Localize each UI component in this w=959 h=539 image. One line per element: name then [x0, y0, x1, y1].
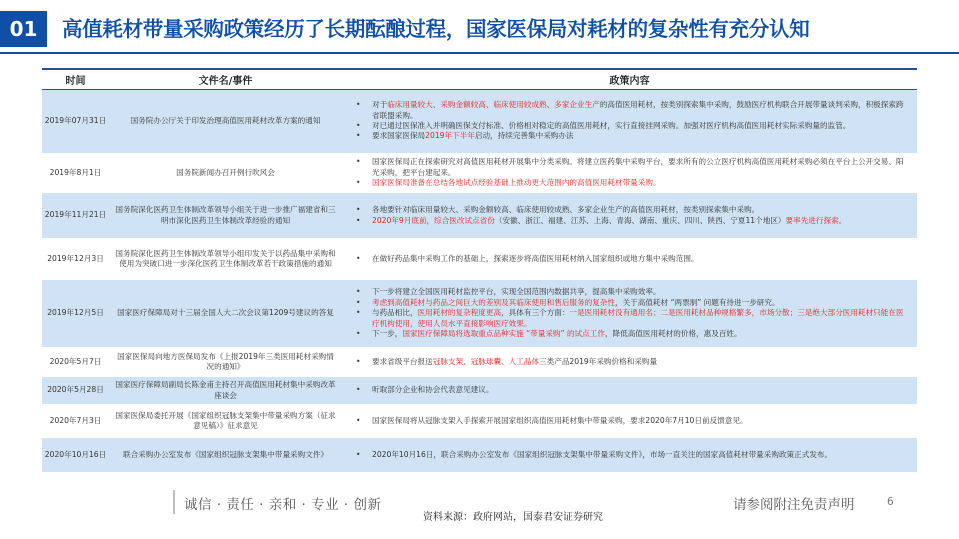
row-time: 2019年07月31日 — [42, 89, 109, 153]
highlighted-text: 要率先进行探索。 — [785, 215, 847, 225]
row-time: 2019年8月1日 — [42, 153, 109, 193]
row-document: 国家医保局向地方医保局发布《上报2019年三类医用耗材采购情况的通知》 — [109, 347, 342, 377]
row-time: 2020年5月28日 — [42, 377, 109, 404]
row-policy — [342, 153, 917, 193]
policy-list — [356, 254, 911, 264]
policy-table — [42, 68, 917, 473]
policy-list — [356, 385, 911, 395]
row-document: 国家医疗保障局对十三届全国人大二次会议第1209号建议的答复 — [109, 280, 342, 347]
policy-text: 要求省级平台报送 — [372, 356, 433, 366]
table-row — [42, 153, 917, 193]
row-document: 国务院深化医药卫生体制改革领导小组印发关于以药品集中采购和使用为突破口进一步深化医药卫生体制改革若干政策措施的通知 — [109, 238, 342, 280]
column-header-document: 文件名/事件 — [109, 69, 342, 89]
policy-text: 在做好药品集中采购工作的基础上，探索逐步将高值医用耗材纳入国家组织或地方集中采购范围。 — [372, 253, 699, 263]
row-time: 2019年12月3日 — [42, 238, 109, 280]
policy-text: ，降低高值医用耗材的价格，惠及百姓。 — [604, 329, 742, 339]
policy-text: 的高值医用耗材，按类别探索集中采购，鼓励医疗机构联合开展带量谈判采购，积极探索跨省联盟采购。 — [372, 100, 904, 120]
column-header-time: 时间 — [42, 69, 109, 89]
policy-text: 听取部分企业和协会代表意见建议。 — [372, 385, 494, 395]
policy-item — [356, 450, 911, 460]
data-source: 资料来源：政府网站，国泰君安证券研究 — [423, 512, 603, 523]
row-policy — [342, 89, 917, 153]
table-row — [42, 438, 917, 472]
policy-text: 要求国家医保局 — [372, 131, 426, 141]
policy-item — [356, 416, 911, 426]
policy-text: 对于 — [372, 100, 388, 110]
policy-text: ，关于高值耗材 “两票制” 问题有待进一步研究。 — [615, 297, 780, 307]
row-time: 2019年12月5日 — [42, 280, 109, 347]
policy-item — [356, 121, 911, 131]
policy-list — [356, 100, 911, 142]
policy-item — [356, 298, 911, 308]
policy-list — [356, 157, 911, 188]
policy-text: 2020年10月16日，联合采购办公室发布《国家组织冠脉支架集中带量采购文件》，市场一直关注的国家高值耗材带量采购政策正式发布。 — [372, 449, 833, 459]
table-row — [42, 89, 917, 153]
policy-item — [356, 357, 911, 367]
table-row — [42, 280, 917, 347]
policy-list — [356, 205, 911, 226]
policy-item — [356, 216, 911, 226]
highlighted-text: 国家医疗保障局将选取重点品种实施 “带量采购” 的试点工作 — [402, 329, 605, 339]
row-policy — [342, 193, 917, 238]
row-policy — [342, 238, 917, 280]
policy-list — [356, 357, 911, 367]
policy-item — [356, 131, 911, 141]
highlighted-text: 临床用量较大、采购金额较高、临床使用较成熟、多家企业生产 — [387, 100, 600, 110]
policy-item — [356, 100, 911, 121]
policy-item — [356, 385, 911, 395]
policy-item — [356, 178, 911, 188]
policy-item — [356, 329, 911, 339]
column-header-policy: 政策内容 — [342, 69, 917, 89]
company-motto: 诚信 · 责任 · 亲和 · 专业 · 创新 — [184, 497, 382, 513]
row-time: 2020年7月3日 — [42, 404, 109, 438]
row-document: 国家医保局委托开展《国家组织冠脉支架集中带量采购方案（征求意见稿）》征求意见 — [109, 404, 342, 438]
policy-text: （安徽、浙江、福建、江苏、上海、青海、湖南、重庆、四川、陕西、宁夏11个地区） — [494, 215, 786, 225]
table-row — [42, 347, 917, 377]
row-time: 2019年11月21日 — [42, 193, 109, 238]
policy-text: 三类产品2019年采购价格和采购量 — [539, 356, 658, 366]
row-policy — [342, 377, 917, 404]
policy-text: ，具体有三个方面： — [501, 308, 570, 318]
page-number: 6 — [887, 496, 894, 508]
table-row — [42, 238, 917, 280]
policy-item — [356, 157, 911, 178]
row-document: 联合采购办公室发布《国家组织冠脉支架集中带量采购文件》 — [109, 438, 342, 472]
policy-item — [356, 205, 911, 215]
policy-text: 各地要针对临床用量较大、采购金额较高、临床使用较成熟、多家企业生产的高值医用耗材，按类别探索集中采购。 — [372, 205, 760, 215]
policy-text: 下一步将建立全国医用耗材监控平台，实现全国范围内数据共享，提高集中采购效率。 — [372, 287, 661, 297]
section-number: 01 — [0, 11, 47, 47]
highlighted-text: 2020年9月底前，综合医改试点省份 — [372, 215, 495, 225]
highlighted-text: 一是医用耗材没有通用名；二是医用耗材品种规格繁多，市场分散；三是绝大部分医用耗材只能在医疗机构使用，使用人员水平直接影响医疗效果。 — [372, 308, 904, 328]
policy-text: 下一步， — [372, 329, 403, 339]
policy-item — [356, 287, 911, 297]
highlighted-text: 国家医保局准备在总结各地试点经验基础上推动更大范围内的高值医用耗材带量采购。 — [372, 178, 661, 188]
table-row — [42, 193, 917, 238]
policy-item — [356, 308, 911, 329]
row-document: 国家医疗保障局副局长陈金甫主持召开高值医用耗材集中采购改革座谈会 — [109, 377, 342, 404]
row-document: 国务院深化医药卫生体制改革领导小组关于进一步推广福建省和三明市深化医药卫生体制改革经验的通知 — [109, 193, 342, 238]
policy-list — [356, 450, 911, 460]
policy-text: 启动，持续完善集中采购办法 — [474, 131, 574, 141]
row-policy — [342, 347, 917, 377]
row-time: 2020年5月7日 — [42, 347, 109, 377]
footer-divider — [173, 490, 175, 514]
page-title: 高值耗材带量采购政策经历了长期酝酿过程，国家医保局对耗材的复杂性有充分认知 — [62, 17, 810, 41]
policy-text: 对已通过医保准入并明确医保支付标准、价格相对稳定的高值医用耗材，实行直接挂网采购。加强对医疗机构高值医用耗材实际采购量的监管。 — [372, 121, 851, 130]
table-body — [42, 89, 917, 472]
disclaimer: 请参阅附注免责声明 — [733, 497, 855, 513]
highlighted-text: 冠脉支架、冠脉球囊、人工晶体 — [432, 356, 540, 366]
table-row — [42, 404, 917, 438]
row-policy — [342, 280, 917, 347]
policy-list — [356, 416, 911, 426]
table-row — [42, 377, 917, 404]
highlighted-text: 2019年下半年 — [425, 131, 475, 141]
policy-text: 国家医保局正在探索研究对高值医用耗材开展集中分类采购。将建立医药集中采购平台，要求所有的公立医疗机构高值医用耗材采购必须在平台上公开交易、阳光采购，把平台建起来。 — [372, 157, 904, 177]
policy-list — [356, 287, 911, 339]
row-policy — [342, 404, 917, 438]
highlighted-text: 医用耗材的复杂程度更高 — [417, 308, 502, 318]
policy-item — [356, 254, 911, 264]
row-time: 2020年10月16日 — [42, 438, 109, 472]
row-document: 国务院新闻办召开例行吹风会 — [109, 153, 342, 193]
highlighted-text: 考虑到高值耗材与药品之间巨大的差别及其临床使用和售后服务的复杂性 — [372, 297, 615, 307]
header-divider — [0, 52, 959, 54]
policy-text: 国家医保局将从冠脉支架入手探索开展国家组织高值医用耗材集中带量采购，要求2020年7月10日前反馈意见。 — [372, 415, 748, 425]
policy-text: 与药品相比， — [372, 308, 418, 318]
row-policy — [342, 438, 917, 472]
row-document: 国务院办公厅关于印发治理高值医用耗材改革方案的通知 — [109, 89, 342, 153]
